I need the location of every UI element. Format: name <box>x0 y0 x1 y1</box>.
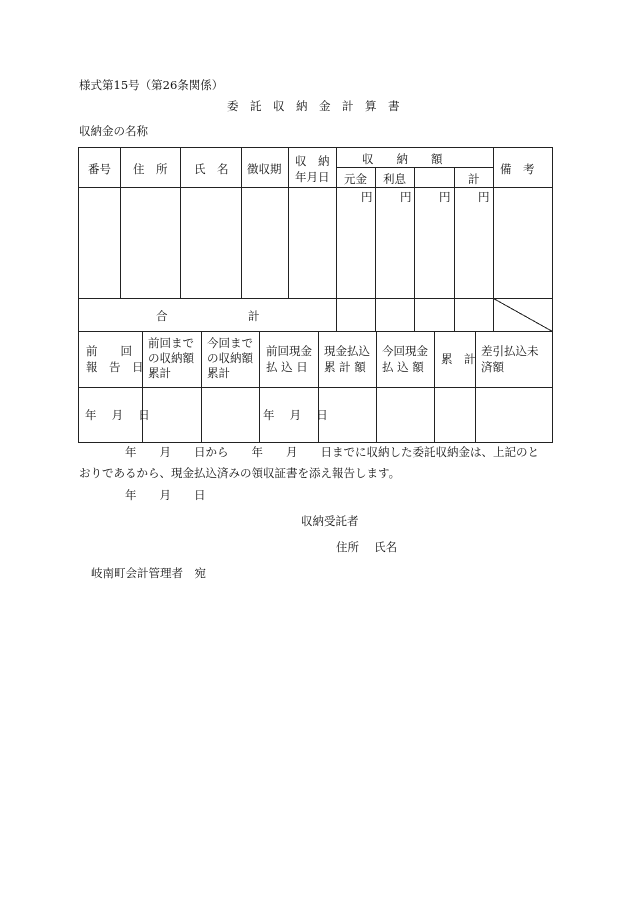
prev-report-date-value: 年 月 日 <box>85 408 150 422</box>
item-name-label: 収納金の名称 <box>79 124 148 138</box>
this-cumulative-l3: 累計 <box>207 366 230 380</box>
prev-cash-date-value: 年 月 日 <box>263 408 328 422</box>
header-name: 氏 名 <box>194 162 229 176</box>
header-total-col: 計 <box>468 172 480 186</box>
yen-principal: 円 <box>361 190 373 204</box>
this-cumulative-l1: 今回まで <box>207 336 253 350</box>
header-receipt-date-line1: 収 納 <box>295 154 330 168</box>
header-principal: 元金 <box>344 172 367 186</box>
sum-label: 合 計 <box>156 309 260 323</box>
diff-l1: 差引払込未 <box>481 344 539 358</box>
this-cash-l2: 払 込 額 <box>382 360 424 374</box>
diff-l2: 済額 <box>481 360 504 374</box>
statement-line1: 年 月 日から 年 月 日までに収納した委託収納金は、上記のと <box>125 445 539 459</box>
header-interest: 利息 <box>383 172 406 186</box>
prev-cumulative-l2: の収納額 <box>148 351 194 365</box>
yen-total: 円 <box>478 190 490 204</box>
this-cash-l1: 今回現金 <box>382 344 428 358</box>
header-address: 住 所 <box>133 162 168 176</box>
header-remarks: 備 考 <box>500 162 535 176</box>
this-cumulative-l2: の収納額 <box>207 351 253 365</box>
prev-cumulative-l1: 前回まで <box>148 336 194 350</box>
report-date: 年 月 日 <box>125 488 206 502</box>
addressee: 岐南町会計管理者 宛 <box>91 566 206 580</box>
agent-label: 収納受託者 <box>301 514 359 528</box>
prev-cumulative-l3: 累計 <box>148 366 171 380</box>
address-name-label: 住所 氏名 <box>336 540 398 554</box>
prev-report-date-l2: 報 告 日 <box>86 360 144 374</box>
header-cumulative: 累 計 <box>441 352 476 366</box>
header-receipt-date-line2: 年月日 <box>295 170 330 184</box>
prev-report-date-l1: 前 回 <box>86 344 132 358</box>
prev-cash-l1: 前回現金 <box>266 344 312 358</box>
document-title: 委 託 収 納 金 計 算 書 <box>227 99 400 113</box>
header-amount: 収 納 額 <box>362 152 443 166</box>
form-number: 様式第15号（第26条関係） <box>79 78 224 92</box>
cash-total-l1: 現金払込 <box>324 344 370 358</box>
yen-interest: 円 <box>400 190 412 204</box>
statement-line2: おりであるから、現金払込済みの領収証書を添え報告します。 <box>79 466 401 480</box>
yen-blank: 円 <box>439 190 451 204</box>
cash-total-l2: 累 計 額 <box>324 360 366 374</box>
header-collection-period: 徴収期 <box>247 162 282 176</box>
prev-cash-l2: 払 込 日 <box>266 360 308 374</box>
header-number: 番号 <box>88 162 111 176</box>
